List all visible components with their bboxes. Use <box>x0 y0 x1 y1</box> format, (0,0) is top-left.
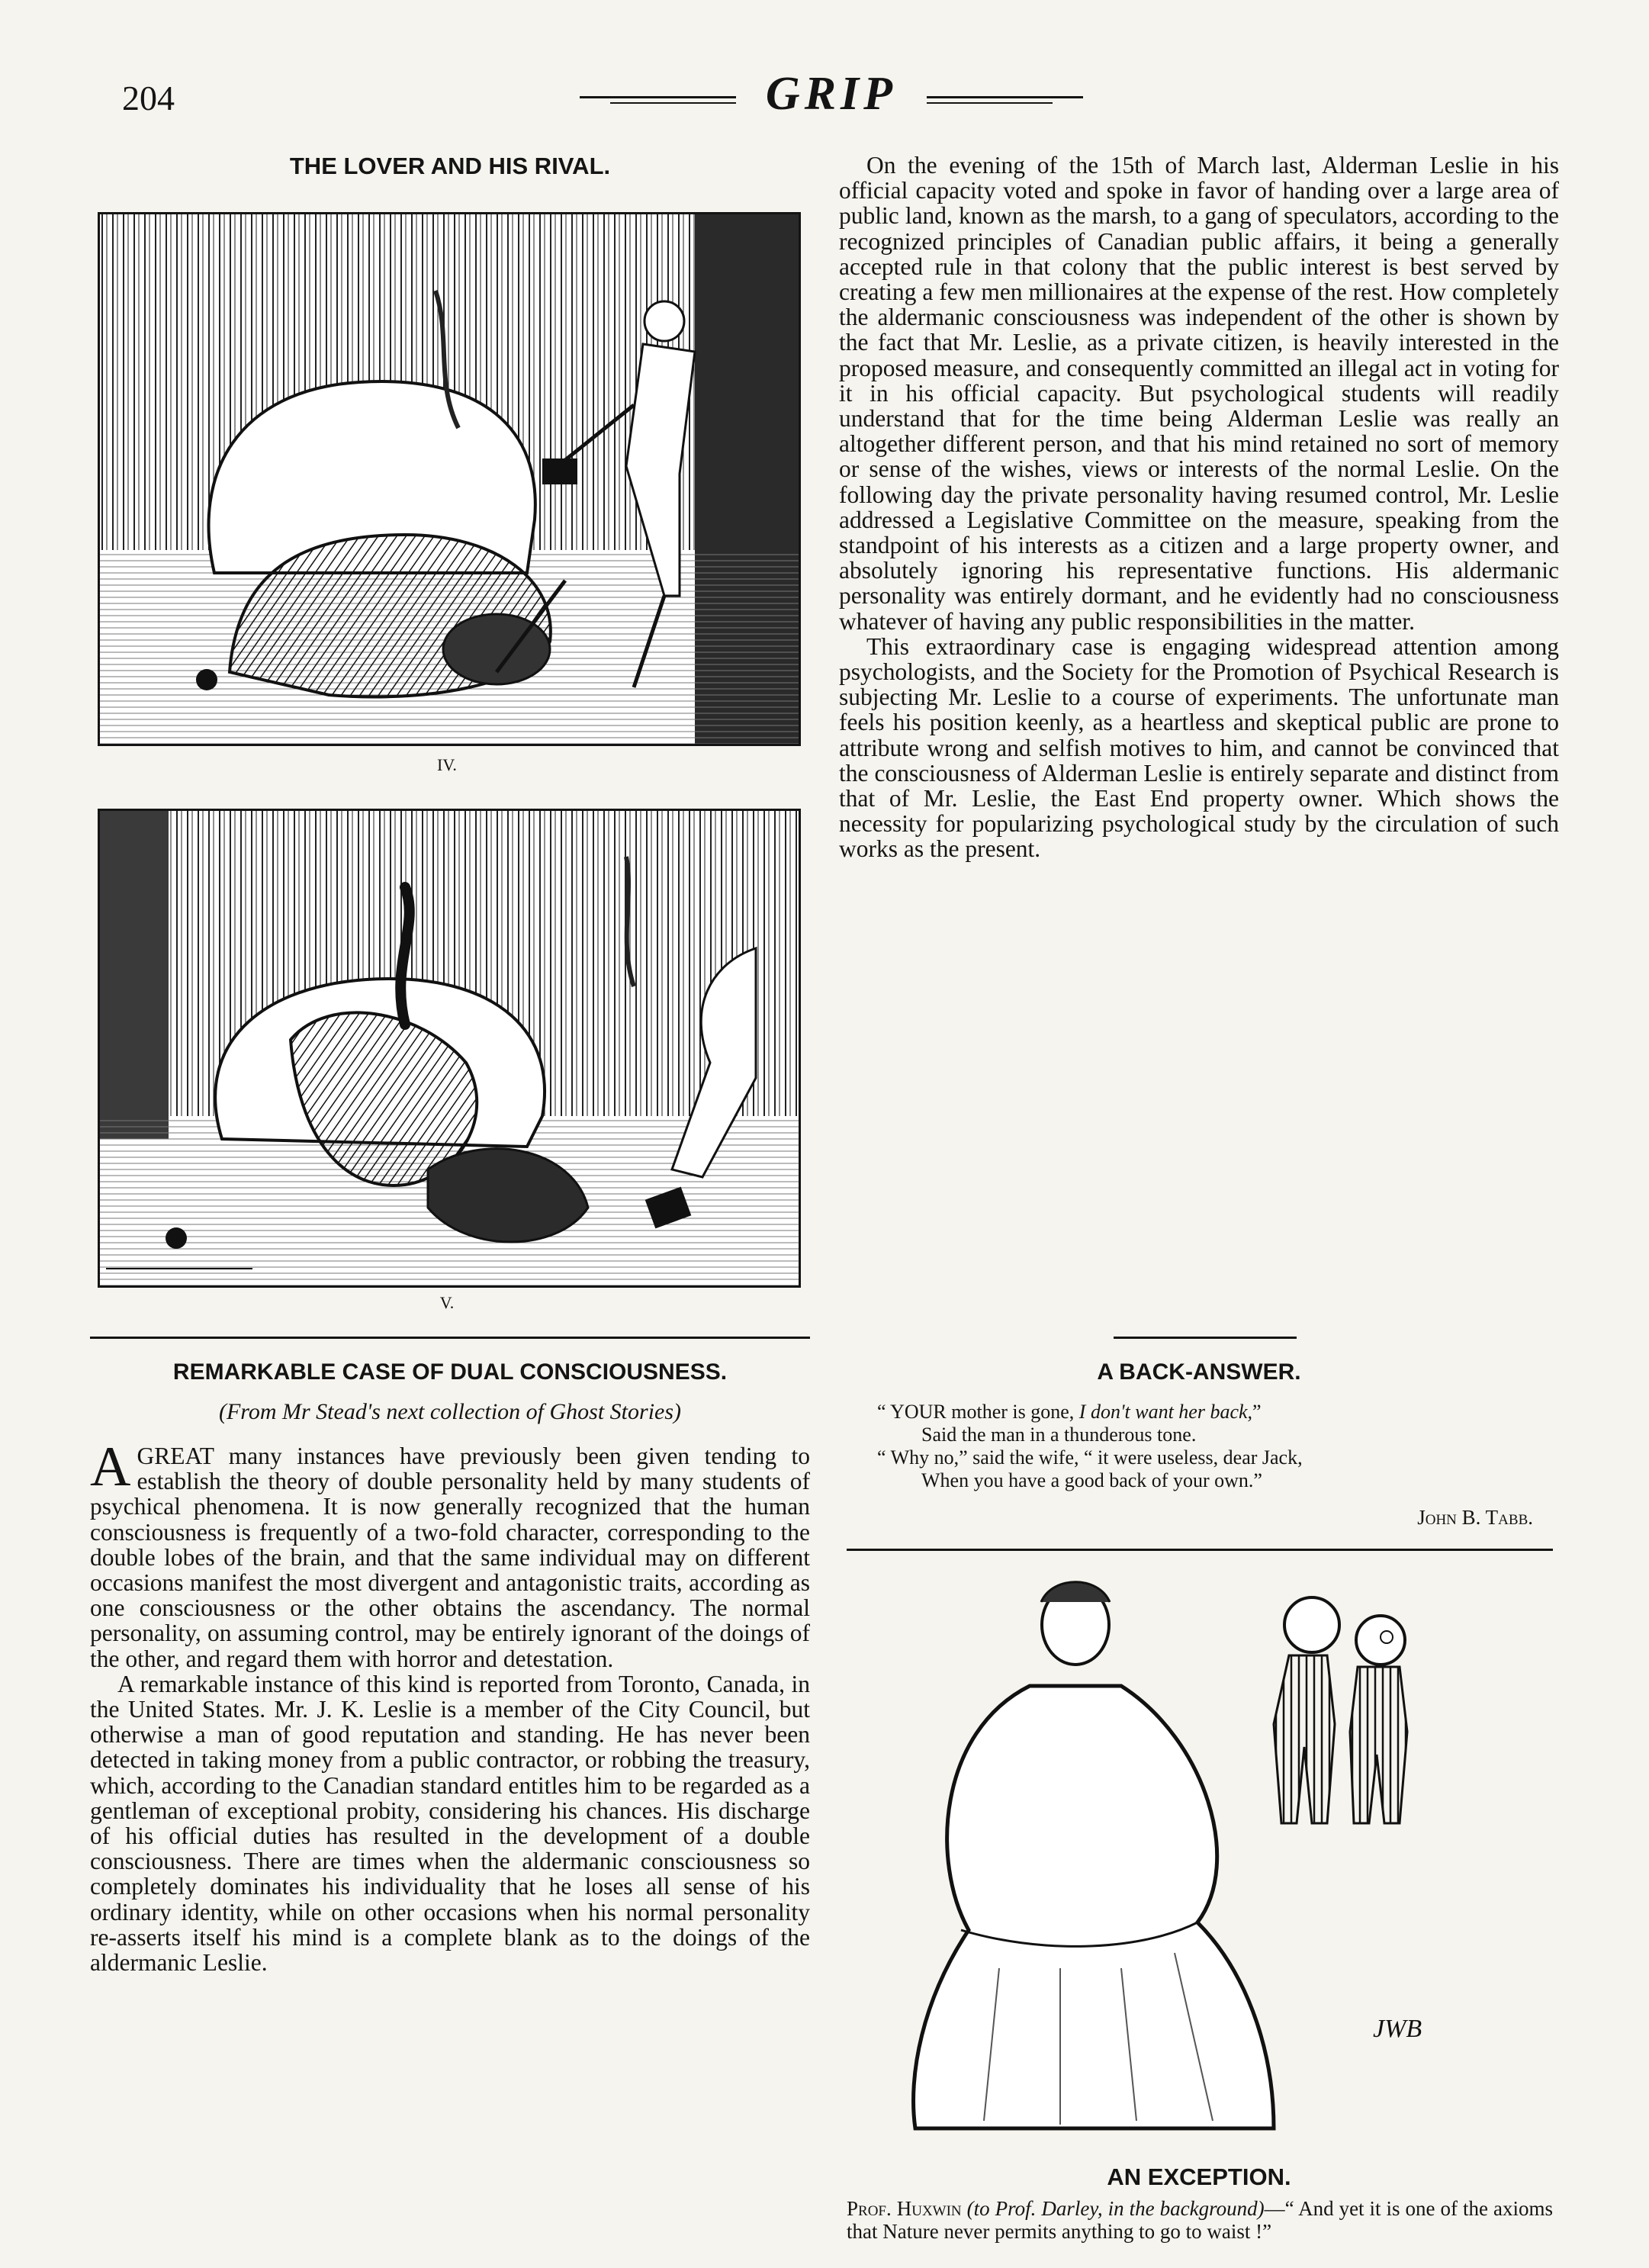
drop-cap: A <box>90 1443 131 1498</box>
masthead-rule-right-2 <box>927 102 1053 104</box>
left-column-rule <box>90 1337 810 1339</box>
exception-illustration <box>847 1572 1553 2151</box>
article-paragraph-1 <box>90 1443 810 1671</box>
right-column-short-rule <box>1114 1337 1297 1339</box>
poem-line-1: “ YOUR mother is gone, I don't want her back,” <box>877 1401 1262 1423</box>
panel-iv-label: IV. <box>437 755 457 774</box>
masthead-rule-right <box>927 96 1083 98</box>
cartoon-title: THE LOVER AND HIS RIVAL. <box>289 153 611 179</box>
article-paragraph-3: On the evening of the 15th of March last, Alderman Leslie in his official capacity voted and spoke in favor of handing over a large area of public land, known as the marsh, to a gang of speculators, according to the recognized principles of Canadian public affairs, it being a generally accepted rule in that colony that the public interest is best served by creating a few men millionaires at the expense of the rest. How completely the aldermanic consciousness was independent of the other is shown by the fact that Mr. Leslie, as a private citizen, is heavily interested in the proposed measure, and consequently committed an illegal act in voting for it in his official capacity. But psychological students will readily understand that for the time being Alderman Leslie was really an altogether different person, and that his mind retained no sort of memory or sense of the wishes, views or interests of the normal Leslie. On the following day the private personality having resumed control, Mr. Leslie addressed a Legislative Committee on the measure, speaking from the standpoint of his interests as a citizen and a large property owner, and absolutely ignoring his representative functions. His aldermanic personality was entirely dormant, and he evidently had no consciousness whatever of having any public responsibilities in the matter. <box>839 153 1559 635</box>
poem-body <box>877 1401 1556 1492</box>
panel-v-illustration <box>100 811 799 1285</box>
article-paragraph-1-text: GREAT many instances have previously been given tending to establish the theory of double personality held by many students of psychical phenomena. It is now generally recognized that the human consciousness is frequently of a two-fold character, corresponding to the double lobes of the brain, and that the same individual may on different occasions manifest the most divergent and antagonistic traits, according as one consciousness or the other obtains the ascendancy. The normal personality, on assuming control, may be entirely ignorant of the doings of the other, and regard them with horror and detestation. <box>90 1443 810 1672</box>
poem-line-4: When you have a good back of your own.” <box>921 1469 1262 1491</box>
artist-signature: JWB <box>1373 2015 1422 2043</box>
cartoon-panel-v <box>98 809 801 1288</box>
article-paragraph-4: This extraordinary case is engaging widespread attention among psychologists, and the Society for the Promotion of Psychical Research is subjecting Mr. Leslie to a course of experiments. The unfortunate man feels his position keenly, as a heartless and skeptical public are prone to attribute wrong and selfish motives to him, and cannot be convinced that the consciousness of Alderman Leslie is entirely separate and distinct from that of Mr. Leslie, the East End property owner. Which shows the necessity for popularizing psychological study by the circulation of such works as the present. <box>839 632 1559 863</box>
poem-line-3: “ Why no,” said the wife, “ it were useless, dear Jack, <box>877 1446 1303 1469</box>
article-text-right <box>839 153 1559 1327</box>
exception-title: AN EXCEPTION. <box>1107 2163 1291 2190</box>
cartoon-panel-iv <box>98 212 801 746</box>
article-title: REMARKABLE CASE OF DUAL CONSCIOUSNESS. <box>172 1359 728 1385</box>
poem-line-2: Said the man in a thunderous tone. <box>921 1424 1197 1446</box>
poem-author: John B. Tabb. <box>1417 1506 1533 1529</box>
article-text-left <box>90 1443 810 2221</box>
article-paragraph-2: A remarkable instance of this kind is reported from Toronto, Canada, in the United States. Mr. J. K. Leslie is a member of the City Council, but otherwise a man of good reputation and standing. He has never been detected in taking money from a public contractor, or robbing the treasury, which, according to the Canadian standard entitles him to be regarded as a gentleman of exceptional probity, considering his chances. His discharge of his official duties has resulted in the development of a double consciousness. There are times when the aldermanic consciousness so completely dominates his individuality that he loses all sense of his ordinary identity, while on other occasions when his normal personality re-asserts itself his mind is a complete blank as to the doings of the aldermanic Leslie. <box>90 1670 810 1977</box>
page-number: 204 <box>122 79 175 117</box>
masthead-title: GRIP <box>765 68 898 120</box>
exception-cartoon <box>847 1572 1553 2151</box>
panel-v-label: V. <box>439 1293 455 1312</box>
article-subtitle: (From Mr Stead's next collection of Ghost Stories) <box>218 1399 682 1424</box>
caption-quote: —“ And yet it is one of the axioms that Nature never permits anything to go to waist !” <box>847 2197 1553 2243</box>
caption-speaker: Prof. Huxwin <box>847 2197 962 2220</box>
masthead <box>580 67 1083 121</box>
exception-caption <box>847 2197 1553 2243</box>
poem-title: A BACK-ANSWER. <box>1097 1359 1301 1385</box>
poem-rule <box>847 1549 1553 1551</box>
panel-iv-illustration <box>100 214 799 744</box>
caption-stage-direction: (to Prof. Darley, in the background) <box>966 2197 1265 2220</box>
